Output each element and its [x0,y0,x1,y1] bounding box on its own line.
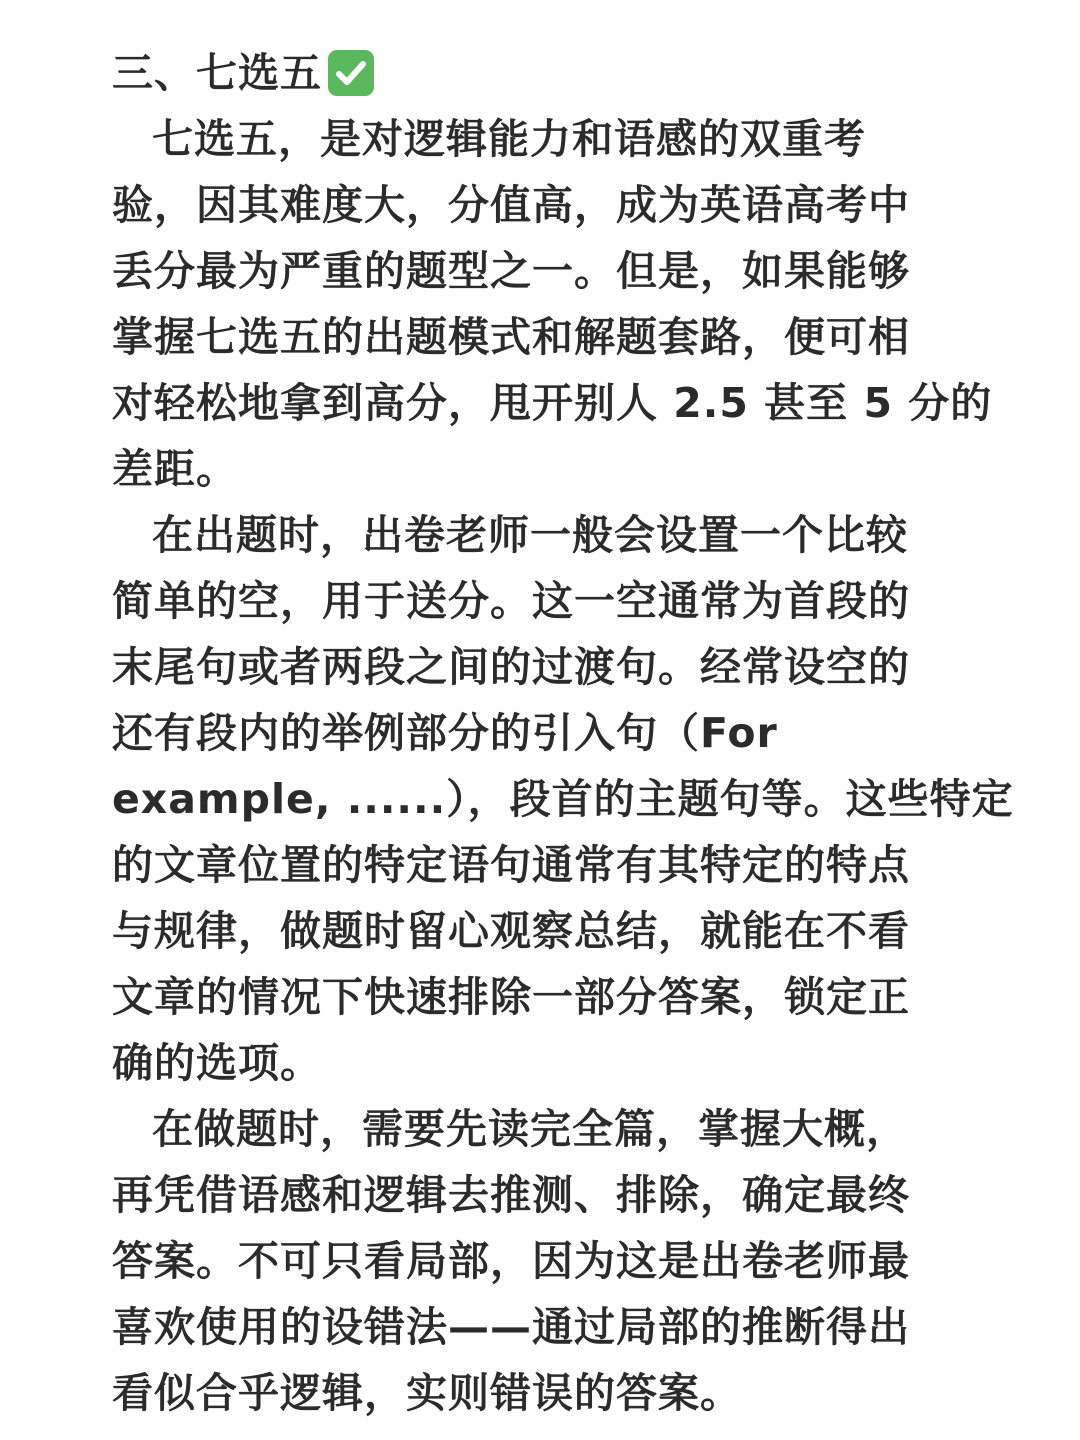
section-title [112,40,972,106]
paragraph-line: 简单的空，用于送分。这一空通常为首段的 [112,577,910,625]
paragraph-line: 差距。 [112,445,238,493]
paragraph-line: 文章的情况下快速排除一部分答案，锁定正 [112,973,910,1021]
paragraph-line: example, ......），段首的主题句等。这些特定 [112,775,1014,823]
paragraph-line: 确的选项。 [112,1039,322,1087]
paragraph-line: 末尾句或者两段之间的过渡句。经常设空的 [112,643,910,691]
paragraph-line: 喜欢使用的设错法——通过局部的推断得出 [112,1303,910,1351]
check-mark-button-icon [326,48,376,98]
paragraph-line: 看似合乎逻辑，实则错误的答案。 [112,1369,742,1417]
paragraph-question-setting [112,502,1014,1096]
paragraph-line: 掌握七选五的出题模式和解题套路，便可相 [112,313,910,361]
paragraph-intro [112,106,993,502]
paragraph-solving-tips [112,1096,972,1426]
paragraph-line: 验，因其难度大，分值高，成为英语高考中 [112,181,910,229]
paragraph-line: 七选五，是对逻辑能力和语感的双重考 [152,115,866,163]
paragraph-line: 对轻松地拿到高分，甩开别人 2.5 甚至 5 分的 [112,379,993,427]
article-page [112,40,1014,1426]
paragraph-line: 还有段内的举例部分的引入句（For [112,709,778,757]
paragraph-line: 在做题时，需要先读完全篇，掌握大概， [152,1105,908,1153]
paragraph-line: 答案。不可只看局部，因为这是出卷老师最 [112,1237,910,1285]
paragraph-line: 丢分最为严重的题型之一。但是，如果能够 [112,247,910,295]
paragraph-line: 的文章位置的特定语句通常有其特定的特点 [112,841,910,889]
paragraph-line: 再凭借语感和逻辑去推测、排除，确定最终 [112,1171,910,1219]
paragraph-line: 与规律，做题时留心观察总结，就能在不看 [112,907,910,955]
section-title-text: 三、七选五 [112,49,322,97]
paragraph-line: 在出题时，出卷老师一般会设置一个比较 [152,511,908,559]
